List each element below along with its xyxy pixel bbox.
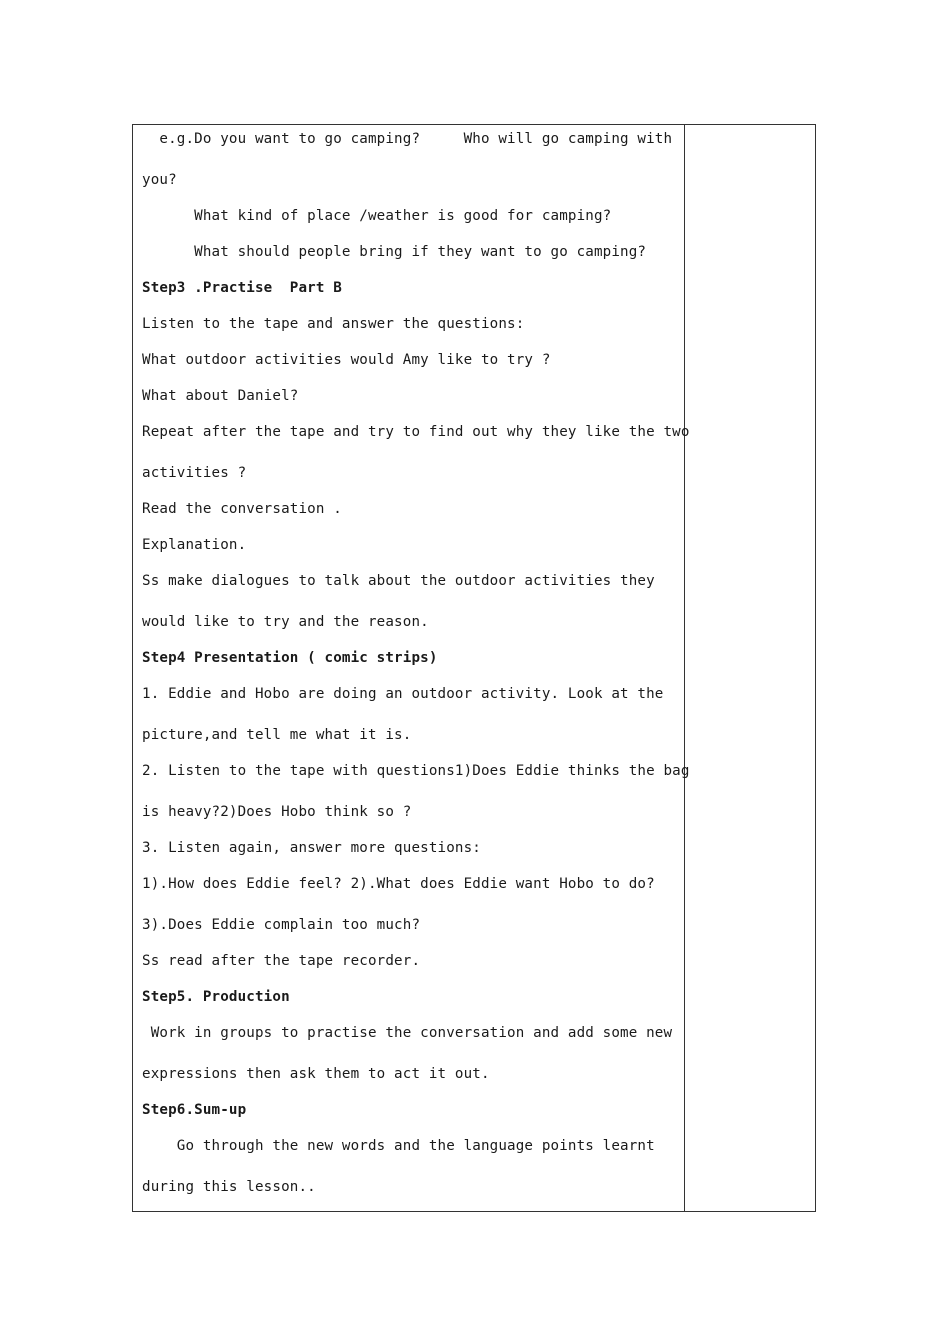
text-line: 2. Listen to the tape with questions1)Does Eddie thinks the bag: [142, 763, 690, 779]
text-line: Explanation.: [142, 537, 247, 553]
text-line: Work in groups to practise the conversation and add some new: [142, 1025, 673, 1041]
step-heading: Step6.Sum-up: [142, 1102, 247, 1118]
text-line: 3. Listen again, answer more questions:: [142, 840, 481, 856]
text-line: What about Daniel?: [142, 388, 299, 404]
text-line: Ss make dialogues to talk about the outdoor activities they: [142, 573, 655, 589]
step-heading: Step5. Production: [142, 989, 290, 1005]
text-line: Go through the new words and the language points learnt: [142, 1138, 655, 1154]
text-line: 3).Does Eddie complain too much?: [142, 917, 421, 933]
step-heading: Step3 .Practise Part B: [142, 280, 342, 296]
text-line: is heavy?2)Does Hobo think so ?: [142, 804, 412, 820]
text-line: activities ?: [142, 465, 247, 481]
step-heading: Step4 Presentation ( comic strips): [142, 650, 438, 666]
text-line: What outdoor activities would Amy like to try ?: [142, 352, 551, 368]
text-line: would like to try and the reason.: [142, 614, 429, 630]
column-divider: [684, 125, 685, 1211]
text-line: during this lesson..: [142, 1179, 316, 1195]
lesson-table: [132, 124, 816, 1212]
text-line: What kind of place /weather is good for camping?: [142, 208, 612, 224]
text-line: Ss read after the tape recorder.: [142, 953, 421, 969]
text-line: 1. Eddie and Hobo are doing an outdoor activity. Look at the: [142, 686, 664, 702]
text-line: expressions then ask them to act it out.: [142, 1066, 490, 1082]
text-line: Read the conversation .: [142, 501, 342, 517]
text-line: e.g.Do you want to go camping? Who will go camping with: [142, 131, 673, 147]
text-line: 1).How does Eddie feel? 2).What does Eddie want Hobo to do?: [142, 876, 655, 892]
text-line: Repeat after the tape and try to find out why they like the two: [142, 424, 690, 440]
text-line: What should people bring if they want to go camping?: [142, 244, 647, 260]
text-line: Listen to the tape and answer the questions:: [142, 316, 525, 332]
text-line: picture,and tell me what it is.: [142, 727, 412, 743]
text-line: you?: [142, 172, 177, 188]
